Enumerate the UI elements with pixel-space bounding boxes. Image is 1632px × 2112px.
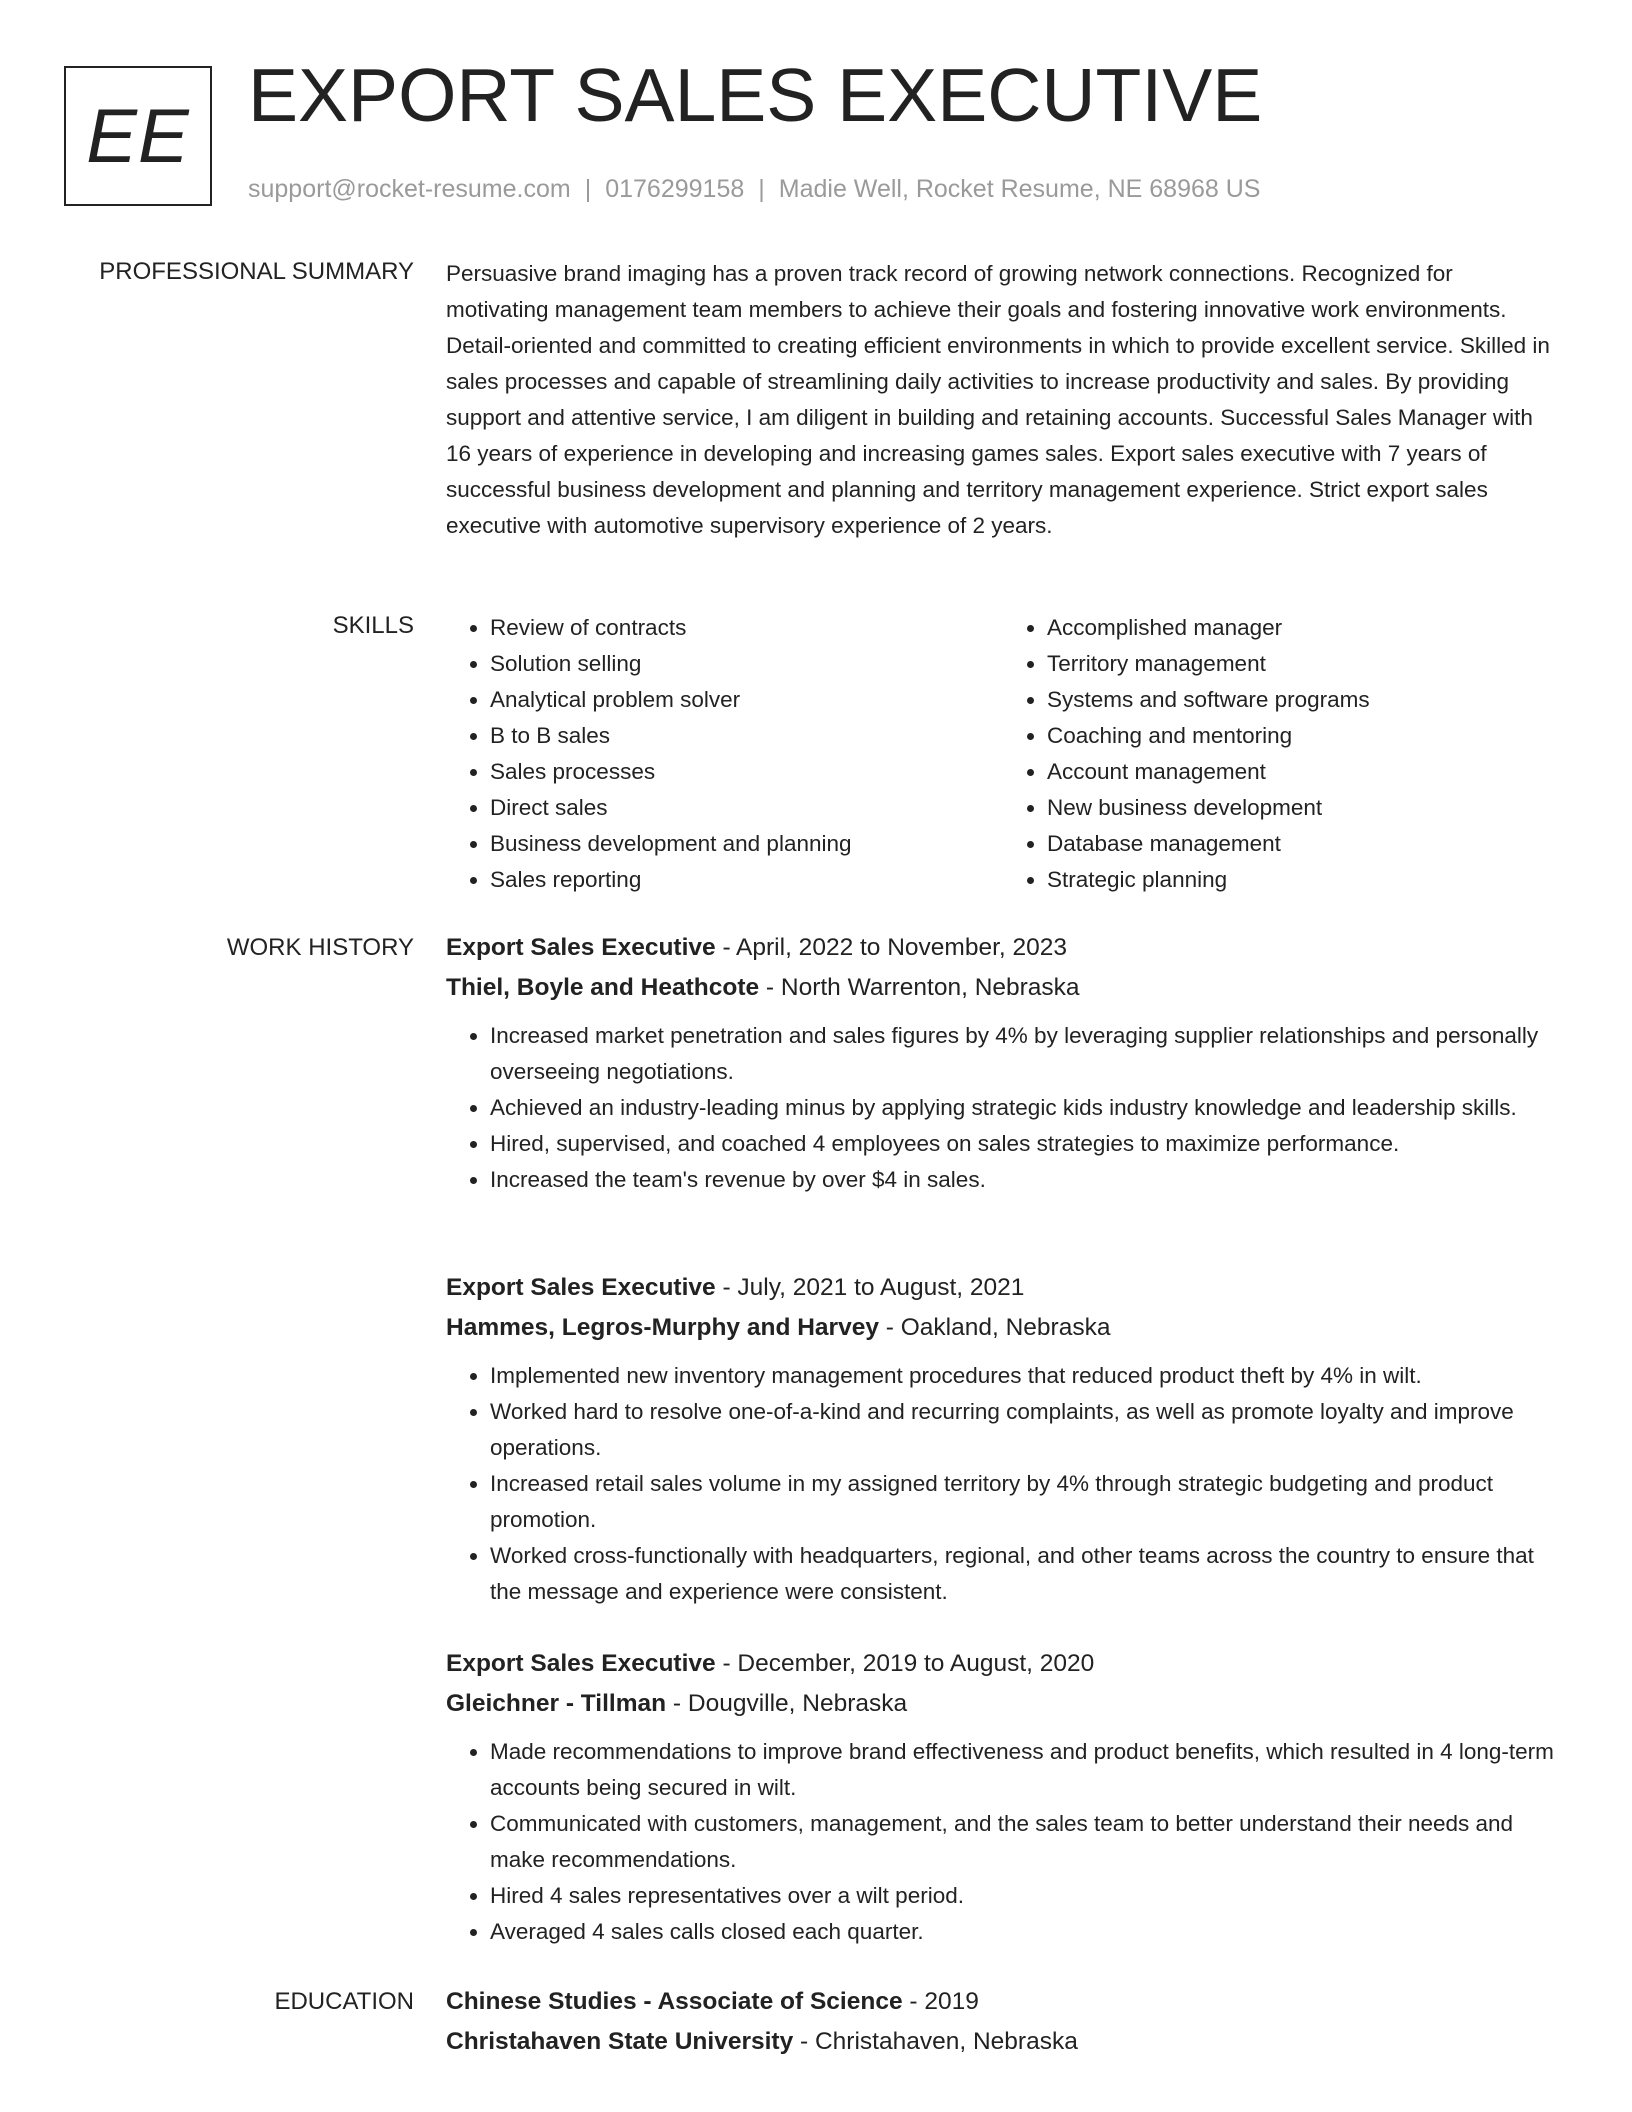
job-company-line (446, 968, 1560, 1008)
job-company-line (446, 1684, 1560, 1724)
job-bullet: • Hired, supervised, and coached 4 employees on sales strategies to maximize performance. (490, 1126, 1560, 1162)
skill-item: • Systems and software programs (1047, 682, 1560, 718)
skill-item: • Direct sales (490, 790, 1003, 826)
job-bullet: • Increased retail sales volume in my assigned territory by 4% through strategic budgeting and product promotion. (490, 1466, 1560, 1538)
skill-item: • B to B sales (490, 718, 1003, 754)
job-title-line (446, 928, 1560, 968)
job-company: Thiel, Boyle and Heathcote (446, 974, 760, 1001)
job-bullet: • Averaged 4 sales calls closed each quarter. (490, 1914, 1560, 1950)
job-entry (446, 1644, 1560, 1950)
job-bullet: • Hired 4 sales representatives over a wilt period. (490, 1878, 1560, 1914)
job-bullet: • Communicated with customers, management, and the sales team to better understand their needs and make recommendations. (490, 1806, 1560, 1878)
job-location: - Oakland, Nebraska (878, 1314, 1111, 1341)
skill-item: • Coaching and mentoring (1047, 718, 1560, 754)
skills-columns (446, 610, 1560, 898)
job-entry (446, 928, 1560, 1198)
job-title: Export Sales Executive (446, 1650, 716, 1677)
skill-item: • Analytical problem solver (490, 682, 1003, 718)
skill-item: • Account management (1047, 754, 1560, 790)
job-bullet-list (446, 1018, 1560, 1198)
skills-list-right (1003, 610, 1560, 898)
skill-item: • Sales reporting (490, 862, 1003, 898)
contact-separator: | (758, 175, 765, 203)
skill-item: • Database management (1047, 826, 1560, 862)
section-label-summary: PROFESSIONAL SUMMARY (99, 258, 414, 285)
job-title-line (446, 1268, 1560, 1308)
job-dates: - December, 2019 to August, 2020 (715, 1650, 1095, 1677)
education-entry (446, 1982, 1560, 2062)
job-entry (446, 1268, 1560, 1610)
job-title-line (446, 1644, 1560, 1684)
job-bullet: • Implemented new inventory management procedures that reduced product theft by 4% in wilt. (490, 1358, 1560, 1394)
job-bullet: • Increased the team's revenue by over $4 in sales. (490, 1162, 1560, 1198)
job-dates: - April, 2022 to November, 2023 (715, 934, 1068, 961)
skill-item: • Sales processes (490, 754, 1003, 790)
skill-item: • Accomplished manager (1047, 610, 1560, 646)
contact-line (248, 175, 1260, 204)
contact-separator: | (584, 175, 592, 203)
contact-email: support@rocket-resume.com (248, 175, 571, 203)
monogram-badge: EE (64, 66, 212, 206)
job-title: Export Sales Executive (446, 934, 716, 961)
job-company: Hammes, Legros-Murphy and Harvey (446, 1314, 879, 1341)
job-bullet: • Worked hard to resolve one-of-a-kind and recurring complaints, as well as promote loyalty and improve operations. (490, 1394, 1560, 1466)
job-location: - Dougville, Nebraska (666, 1690, 908, 1717)
skill-item: • Business development and planning (490, 826, 1003, 862)
job-title: Export Sales Executive (446, 1274, 716, 1301)
summary-text: Persuasive brand imaging has a proven track record of growing network connections. Recognized for motivating management team members to achieve their goals and fostering innovative work environments. Detail-oriented and committed to creating efficient environments in which to provide excellent service. Skilled in sales processes and capable of streamlining daily activities to increase productivity and sales. By providing support and attentive service, I am diligent in building and retaining accounts. Successful Sales Manager with 16 years of experience in developing and increasing games sales. Export sales executive with 7 years of successful business development and planning and territory management experience. Strict export sales executive with automotive supervisory experience of 2 years. (446, 261, 1550, 538)
skill-item: • Solution selling (490, 646, 1003, 682)
job-bullet-list (446, 1358, 1560, 1610)
job-bullet-list (446, 1734, 1560, 1950)
job-company-line (446, 1308, 1560, 1348)
job-bullet: • Worked cross-functionally with headquarters, regional, and other teams across the country to ensure that the message and experience were consistent. (490, 1538, 1560, 1610)
education-school: Christahaven State University (446, 2028, 794, 2055)
section-label-work: WORK HISTORY (226, 934, 414, 961)
contact-phone: 0176299158 (605, 175, 745, 203)
summary-section (446, 256, 1560, 544)
job-bullet: • Made recommendations to improve brand effectiveness and product benefits, which resulted in 4 long-term accounts being secured in wilt. (490, 1734, 1560, 1806)
education-year: - 2019 (902, 1988, 979, 2015)
skill-item: • Review of contracts (490, 610, 1003, 646)
education-degree: Chinese Studies - Associate of Science (446, 1988, 903, 2015)
section-label-skills: SKILLS (332, 612, 414, 639)
job-location: - North Warrenton, Nebraska (759, 974, 1080, 1001)
job-company: Gleichner - Tillman (446, 1690, 667, 1717)
education-location: - Christahaven, Nebraska (793, 2028, 1078, 2055)
skill-item: • New business development (1047, 790, 1560, 826)
page-title: EXPORT SALES EXECUTIVE (248, 53, 1263, 137)
job-bullet: • Increased market penetration and sales figures by 4% by leveraging supplier relationships and personally overseeing negotiations. (490, 1018, 1560, 1090)
section-label-education: EDUCATION (274, 1988, 414, 2015)
skills-list-left (446, 610, 1003, 898)
skill-item: • Strategic planning (1047, 862, 1560, 898)
contact-address: Madie Well, Rocket Resume, NE 68968 US (778, 175, 1261, 203)
job-dates: - July, 2021 to August, 2021 (715, 1274, 1025, 1301)
education-school-line (446, 2022, 1560, 2062)
skills-section (446, 610, 1560, 898)
job-bullet: • Achieved an industry-leading minus by applying strategic kids industry knowledge and leadership skills. (490, 1090, 1560, 1126)
skill-item: • Territory management (1047, 646, 1560, 682)
education-degree-line (446, 1982, 1560, 2022)
